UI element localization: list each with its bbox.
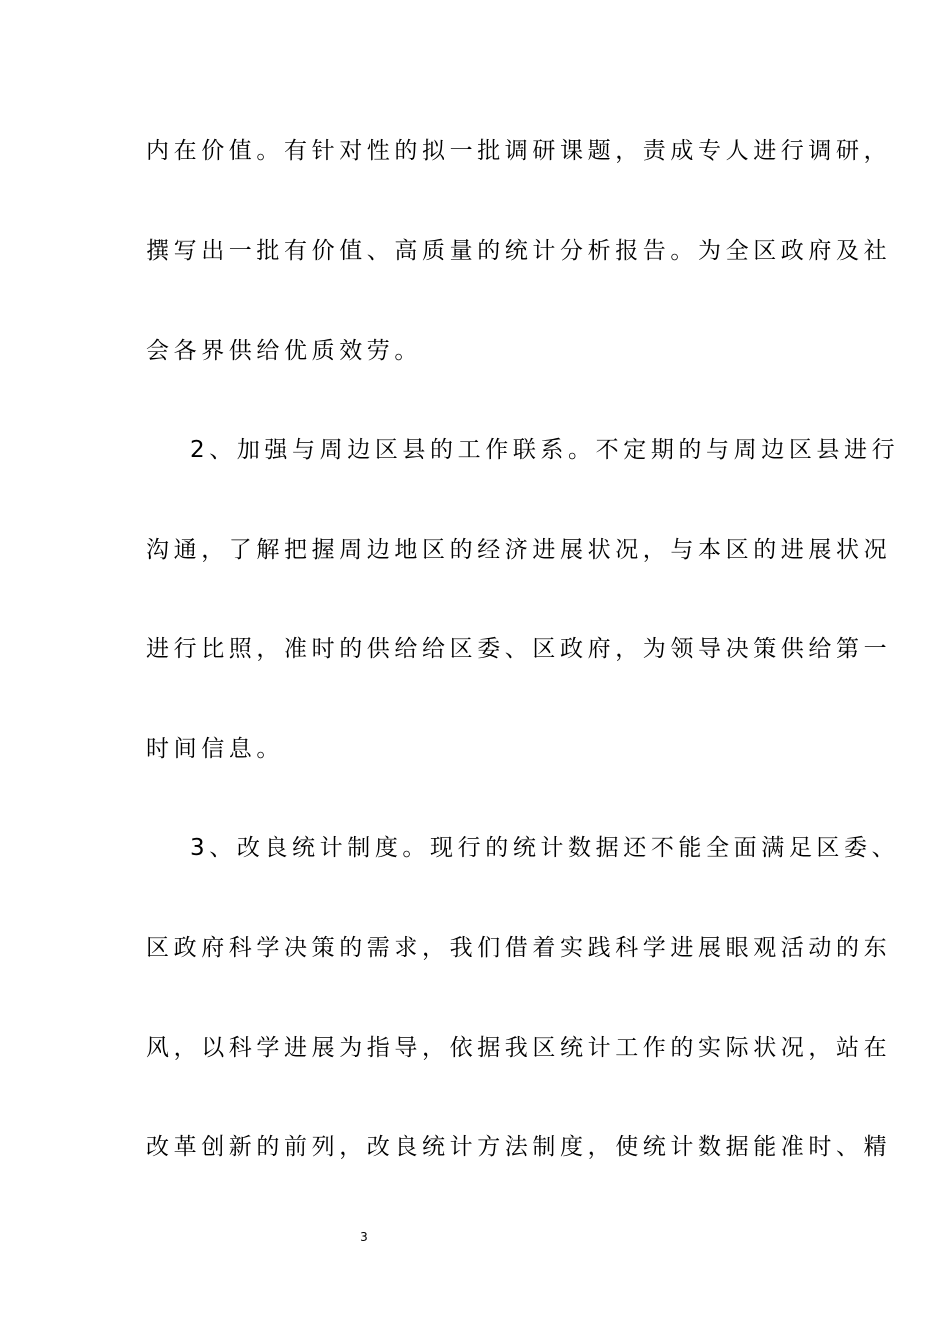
text-line: 会各界供给优质效劳。 bbox=[146, 338, 422, 364]
page-number: 3 bbox=[360, 1230, 368, 1244]
text-line: 沟通，了解把握周边地区的经济进展状况，与本区的进展状况 bbox=[146, 537, 892, 563]
text-line: 3、改良统计制度。现行的统计数据还不能全面满足区委、 bbox=[190, 835, 900, 861]
text-line: 内在价值。有针对性的拟一批调研课题，责成专人进行调研， bbox=[146, 138, 892, 164]
text-line: 2、加强与周边区县的工作联系。不定期的与周边区县进行 bbox=[190, 437, 900, 463]
text-line: 改革创新的前列，改良统计方法制度，使统计数据能准时、精 bbox=[146, 1134, 892, 1160]
text-line: 风，以科学进展为指导，依据我区统计工作的实际状况，站在 bbox=[146, 1035, 892, 1061]
text-line: 区政府科学决策的需求，我们借着实践科学进展眼观活动的东 bbox=[146, 935, 892, 961]
text-line: 撰写出一批有价值、高质量的统计分析报告。为全区政府及社 bbox=[146, 238, 892, 264]
text-line: 时间信息。 bbox=[146, 736, 284, 762]
text-line: 进行比照，准时的供给给区委、区政府，为领导决策供给第一 bbox=[146, 636, 892, 662]
